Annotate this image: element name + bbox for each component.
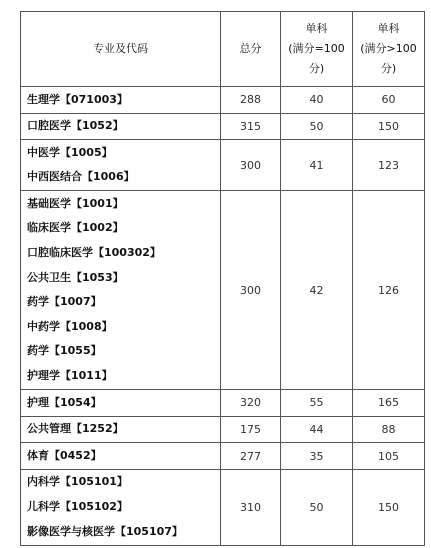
single-100-score-cell: 55 (281, 390, 353, 417)
major-name: 儿科学【105102】 (27, 500, 128, 514)
single-over-100-score-cell: 150 (353, 113, 425, 140)
major-name: 中药学【1008】 (27, 319, 113, 333)
major-name: 中西医结合【1006】 (27, 170, 135, 184)
major-name: 药学【1055】 (27, 344, 102, 358)
single-over-100-score-cell: 105 (353, 443, 425, 470)
major-name: 影像医学与核医学【105107】 (27, 524, 183, 538)
major-cell (21, 87, 221, 114)
major-cell (21, 113, 221, 140)
single-100-score-cell: 44 (281, 416, 353, 443)
major-name: 公共卫生【1053】 (27, 270, 124, 284)
total-score-cell: 320 (221, 390, 281, 417)
header-single-100-line1: 单科 (305, 22, 328, 35)
single-over-100-score-cell: 88 (353, 416, 425, 443)
table-row (21, 469, 425, 545)
header-single-100 (281, 12, 353, 87)
major-name: 临床医学【1002】 (27, 221, 124, 235)
table-row (21, 113, 425, 140)
single-100-score-cell: 40 (281, 87, 353, 114)
single-100-score-cell: 42 (281, 191, 353, 390)
major-name: 药学【1007】 (27, 295, 102, 309)
major-name: 内科学【105101】 (27, 475, 128, 489)
single-over-100-score-cell: 126 (353, 191, 425, 390)
major-cell (21, 469, 221, 545)
single-over-100-score-cell: 150 (353, 469, 425, 545)
total-score-cell: 175 (221, 416, 281, 443)
total-score-cell: 310 (221, 469, 281, 545)
major-name: 基础医学【1001】 (27, 196, 124, 210)
score-table (20, 11, 425, 546)
single-100-score-cell: 35 (281, 443, 353, 470)
total-score-cell: 300 (221, 140, 281, 191)
table-body (21, 87, 425, 546)
major-name: 体育【0452】 (27, 448, 102, 462)
header-row (21, 12, 425, 87)
total-score-cell: 315 (221, 113, 281, 140)
header-total: 总分 (221, 12, 281, 87)
single-100-score-cell: 41 (281, 140, 353, 191)
single-100-score-cell: 50 (281, 113, 353, 140)
major-name: 中医学【1005】 (27, 145, 113, 159)
major-name: 护理【1054】 (27, 395, 102, 409)
single-over-100-score-cell: 165 (353, 390, 425, 417)
total-score-cell: 277 (221, 443, 281, 470)
major-cell (21, 416, 221, 443)
table-row (21, 443, 425, 470)
table-row (21, 191, 425, 390)
header-single-100-line3: 分) (308, 62, 325, 75)
table-row (21, 390, 425, 417)
major-name: 口腔临床医学【100302】 (27, 246, 161, 260)
major-cell (21, 443, 221, 470)
total-score-cell: 288 (221, 87, 281, 114)
major-cell (21, 140, 221, 191)
major-name: 生理学【071003】 (27, 92, 128, 106)
table-row (21, 140, 425, 191)
major-name: 公共管理【1252】 (27, 422, 124, 436)
header-single-over-100 (353, 12, 425, 87)
major-name: 护理学【1011】 (27, 369, 113, 383)
header-single-100-line2: (满分=100 (288, 42, 345, 55)
major-name: 口腔医学【1052】 (27, 119, 124, 133)
single-over-100-score-cell: 123 (353, 140, 425, 191)
single-100-score-cell: 50 (281, 469, 353, 545)
header-single-over-100-line2: (满分>100 分) (360, 42, 417, 75)
header-major: 专业及代码 (21, 12, 221, 87)
header-single-over-100-line1: 单科 (377, 22, 400, 35)
major-cell (21, 191, 221, 390)
table-row (21, 87, 425, 114)
major-cell (21, 390, 221, 417)
table-row (21, 416, 425, 443)
total-score-cell: 300 (221, 191, 281, 390)
single-over-100-score-cell: 60 (353, 87, 425, 114)
